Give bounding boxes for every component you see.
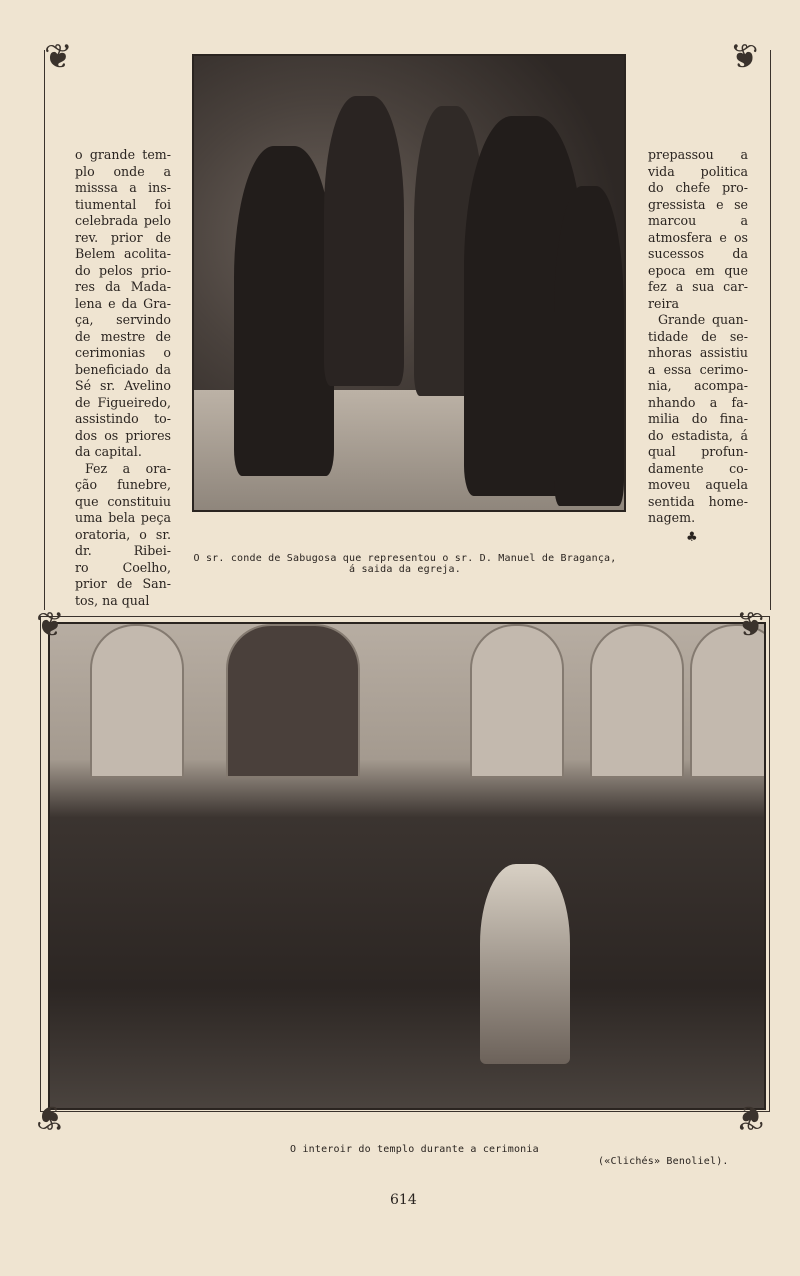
bottom-frame	[40, 616, 770, 1112]
text-line: do pelos prio-	[75, 262, 171, 278]
text-line: misssa a ins-	[75, 180, 171, 195]
corner-ornament: ❦	[736, 605, 765, 645]
text-line: tidade de se-	[648, 328, 748, 344]
text-line: nhoras assistiu	[648, 345, 748, 360]
text-line: Sé sr. Avelino	[75, 378, 171, 393]
corner-ornament: ❦	[36, 1097, 65, 1137]
corner-ornament: ❦	[36, 605, 65, 645]
corner-ornament: ❦	[730, 37, 759, 77]
text-line: gressista e se	[648, 196, 748, 212]
text-line: fez a sua car-	[648, 279, 748, 294]
text-line: nia, acompa-	[648, 378, 748, 393]
text-line: tiumental foi	[75, 196, 171, 212]
text-line: de mestre de	[75, 328, 171, 344]
photo1-caption-line2: á saida da egreja.	[349, 564, 461, 575]
text-line: nagem.	[648, 510, 696, 525]
text-line: res da Mada-	[75, 279, 171, 294]
text-line: dos os priores	[75, 427, 171, 443]
text-line: tos, na qual	[75, 592, 150, 608]
text-line: cerimonias o	[75, 345, 171, 360]
photo-credit: («Clichés» Benoliel).	[598, 1156, 729, 1167]
text-line: do estadista, á	[648, 427, 748, 443]
text-line: oratoria, o sr.	[75, 526, 171, 542]
photo2-caption: O interoir do templo durante a cerimonia	[290, 1144, 539, 1155]
text-line: ça, servindo	[75, 312, 171, 327]
text-line: marcou a	[648, 213, 748, 228]
text-line: epoca em que	[648, 262, 748, 278]
text-line: damente co-	[648, 460, 748, 476]
text-line: Grande quan-	[658, 312, 748, 327]
text-line: rev. prior de	[75, 229, 171, 245]
text-line: moveu aquela	[648, 477, 748, 492]
text-line: ção funebre,	[75, 477, 171, 492]
text-line: plo onde a	[75, 163, 171, 179]
text-line: reira	[648, 295, 680, 311]
text-line: assistindo to-	[75, 411, 171, 426]
text-line: de Figueiredo,	[75, 394, 171, 410]
text-line: qual profun-	[648, 444, 748, 459]
corner-ornament: ❦	[736, 1097, 765, 1137]
text-line: beneficiado da	[75, 361, 171, 377]
text-line: milia do fina-	[648, 411, 748, 426]
text-line: sentida home-	[648, 493, 748, 509]
text-line: nhando a fa-	[648, 394, 748, 410]
text-line: dr. Ribei-	[75, 543, 171, 558]
text-line: o grande tem-	[75, 147, 171, 162]
text-line: lena e da Gra-	[75, 295, 171, 311]
photo1-caption-line1: O sr. conde de Sabugosa que representou o sr. D. Manuel de Bragança,	[193, 553, 617, 564]
text-line: da capital.	[75, 444, 142, 459]
text-line: celebrada pelo	[75, 213, 171, 228]
text-line: Belem acolita-	[75, 246, 171, 261]
text-line: vida politica	[648, 163, 748, 179]
text-line: prepassou a	[648, 147, 748, 162]
club-ornament: ♣	[686, 530, 698, 545]
text-line: Fez a ora-	[85, 460, 171, 476]
text-line: prior de San-	[75, 576, 171, 591]
text-line: uma bela peça	[75, 510, 171, 525]
text-line: sucessos da	[648, 246, 748, 261]
top-frame	[44, 50, 771, 610]
text-line: a essa cerimo-	[648, 361, 748, 377]
text-line: ro Coelho,	[75, 559, 171, 575]
corner-ornament: ❦	[44, 37, 73, 77]
text-line: atmosfera e os	[648, 229, 748, 245]
page-number: 614	[390, 1192, 417, 1208]
text-line: que constituiu	[75, 493, 171, 509]
text-line: do chefe pro-	[648, 180, 748, 195]
